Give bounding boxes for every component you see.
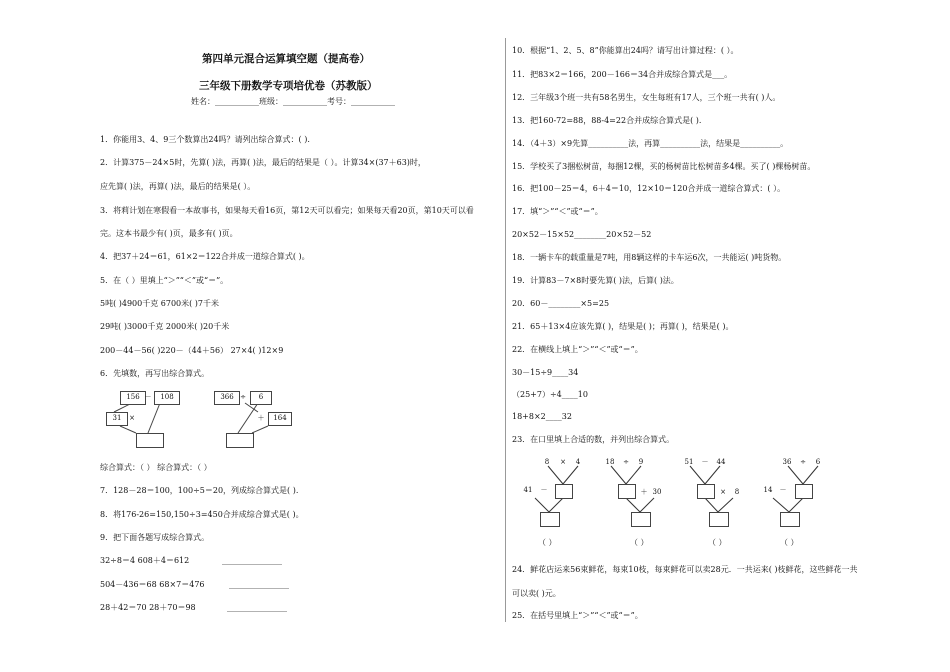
q23-d2-box-mid	[618, 484, 636, 499]
question-2-cont: 应先算( )法，再算( )法，最后的结果是( ）。	[100, 182, 256, 191]
q23-d1-op2: －	[540, 486, 548, 494]
question-22-row-1: 30－15÷9____34	[512, 368, 579, 377]
q23-d3-box-mid	[697, 484, 715, 499]
q6-right-op2: ＋	[257, 414, 265, 422]
q9-row-2-blank: _______________	[229, 580, 289, 589]
q6-right-num-top2: 6	[258, 393, 264, 401]
q23-d2-side: 30	[652, 488, 662, 496]
q23-d1-b: 4	[575, 458, 581, 466]
q23-d2-answer: （ ）	[630, 538, 649, 547]
question-13: 13．把160-72=88，88-4=22合并成综合算式是( ).	[512, 116, 702, 125]
question-9: 9．把下面各题写成综合算式。	[100, 533, 210, 542]
q9-row-3: 28＋42＝70 28＋70＝98	[100, 603, 196, 612]
question-5-row-3: 200－44－56( )220－（44＋56） 27×4( )12×9	[100, 346, 284, 355]
question-8: 8．将176-26=150,150÷3=450合并成综合算式是( )。	[100, 510, 304, 519]
q23-d4-b: 6	[815, 458, 821, 466]
question-5-row-1: 5吨( )4900千克 6700米( )7千米	[100, 299, 220, 308]
question-17: 17．填“＞”“＜”或“＝”。	[512, 207, 603, 216]
question-1: 1．你能用3、4、9三个数算出24吗？请列出综合算式：( ).	[100, 135, 310, 144]
q6-left-num-mid: 31	[112, 414, 122, 422]
question-19: 19．计算83－7×8时要先算( )法，后算( )法。	[512, 276, 679, 285]
question-24: 24．鲜花店运来56束鲜花，每束10枝，每束鲜花可以卖28元．一共运来( )枝鲜花，这些鲜花一共	[512, 565, 858, 574]
q6-left-num-top2: 108	[160, 393, 174, 401]
question-3: 3．将莉计划在寒假看一本故事书，如果每天看16页，第12天可以看完；如果每天看20页，第10天可以看	[100, 206, 474, 215]
q23-d1-side: 41	[523, 486, 533, 494]
question-24-cont: 可以卖( )元。	[512, 589, 561, 598]
q23-d4-box-result	[780, 512, 800, 527]
q23-d1-box-mid	[555, 484, 573, 499]
q23-d1-a: 8	[544, 458, 550, 466]
q23-d3-box-result	[709, 512, 729, 527]
q9-row-2: 504－436＝68 68×7＝476	[100, 580, 205, 589]
question-22-row-2: （25+7）÷4____10	[512, 390, 588, 399]
question-11: 11．把83×2＝166，200－166＝34合并成综合算式是___。	[512, 70, 733, 79]
question-6: 6．先填数，再写出综合算式。	[100, 369, 210, 378]
q23-d2-a: 18	[605, 458, 615, 466]
q6-right-op1: ÷	[240, 393, 246, 401]
q9-row-1: 32÷8＝4 608＋4＝612	[100, 556, 190, 565]
question-20: 20．60－________×5=25	[512, 299, 610, 308]
question-5: 5．在（ ）里填上“＞”“＜”或“＝”。	[100, 276, 229, 285]
q23-d2-op: ÷	[623, 458, 629, 466]
q23-d3-b: 44	[716, 458, 726, 466]
q23-d1-answer: （ ）	[538, 538, 557, 547]
q6-right-num-mid: 164	[273, 414, 287, 422]
q6-left-op2: ×	[129, 414, 135, 422]
q23-d4-answer: （ ）	[780, 538, 799, 547]
q6-left-op1: －	[144, 393, 152, 401]
q23-d4-box-mid	[795, 484, 813, 499]
page-title: 第四单元混合运算填空题（提高卷）	[202, 53, 370, 65]
q23-d3-op2: ×	[720, 488, 726, 496]
page-subtitle: 三年级下册数学专项培优卷（苏教版）	[199, 80, 378, 92]
q6-right-num-top1: 366	[220, 393, 234, 401]
q23-d3-answer: （ ）	[708, 538, 727, 547]
question-6-answer: 综合算式：（ ） 综合算式：（ ）	[100, 463, 212, 472]
question-15: 15．学校买了3捆松树苗，每捆12棵，买的杨树苗比松树苗多4棵。买了( )棵杨树苗。	[512, 162, 816, 171]
q23-d1-op: ×	[560, 458, 566, 466]
q23-d3-side: 8	[734, 488, 740, 496]
q23-d4-a: 36	[782, 458, 792, 466]
q23-d4-side: 14	[763, 486, 773, 494]
q23-d2-op2: ＋	[640, 488, 648, 496]
student-info-line: 姓名：___________班级：___________考号：___________	[191, 97, 395, 106]
question-10: 10．根据“1、2、5、8”你能算出24吗？请写出计算过程：( ）。	[512, 46, 739, 55]
question-16: 16．把100－25＝4，6＋4＝10，12×10＝120合并成一道综合算式：( ）。	[512, 184, 786, 193]
question-18: 18．一辆卡车的载重量是7吨，用8辆这样的卡车运6次，一共能运( )吨货物。	[512, 253, 787, 262]
q23-d2-b: 9	[638, 458, 644, 466]
question-5-row-2: 29吨( )3000千克 2000米( )20千米	[100, 322, 230, 331]
q23-d3-op: －	[701, 458, 709, 466]
question-12: 12．三年级3个班一共有58名男生，女生每班有17人，三个班一共有( )人。	[512, 93, 781, 102]
q9-row-3-blank: _______________	[227, 603, 287, 612]
question-22-row-3: 18+8×2____32	[512, 412, 572, 421]
q23-d2-box-result	[631, 512, 651, 527]
q23-d4-op2: －	[779, 486, 787, 494]
q23-d3-a: 51	[684, 458, 694, 466]
question-22: 22．在横线上填上“＞”“＜”或“＝”。	[512, 345, 643, 354]
question-2: 2．计算375－24×5时，先算( )法，再算( )法，最后的结果是（ ）。计算34×(37＋63)时，	[100, 158, 426, 167]
q23-d1-box-result	[540, 512, 560, 527]
question-7: 7．128－28＝100，100÷5＝20，列成综合算式是( ).	[100, 486, 299, 495]
question-4: 4．把37＋24＝61，61×2＝122合并成一道综合算式( )。	[100, 252, 310, 261]
q6-left-num-top1: 156	[126, 393, 140, 401]
question-25: 25．在括号里填上“＞”“＜”或“＝”。	[512, 611, 643, 620]
question-23: 23．在口里填上合适的数，并列出综合算式。	[512, 435, 675, 444]
question-21: 21．65＋13×4应该先算( )，结果是( )；再算( )，结果是( )。	[512, 322, 734, 331]
question-3-cont: 完。这本书最少有( )页，最多有( )页。	[100, 229, 238, 238]
question-14: 14．（4＋3）×9先算__________法，再算__________法，结果是__________。	[512, 139, 789, 148]
q9-row-1-blank: _______________	[222, 556, 282, 565]
question-17-row: 20×52－15×52________20×52－52	[512, 230, 652, 239]
q23-d4-op: ÷	[800, 458, 806, 466]
